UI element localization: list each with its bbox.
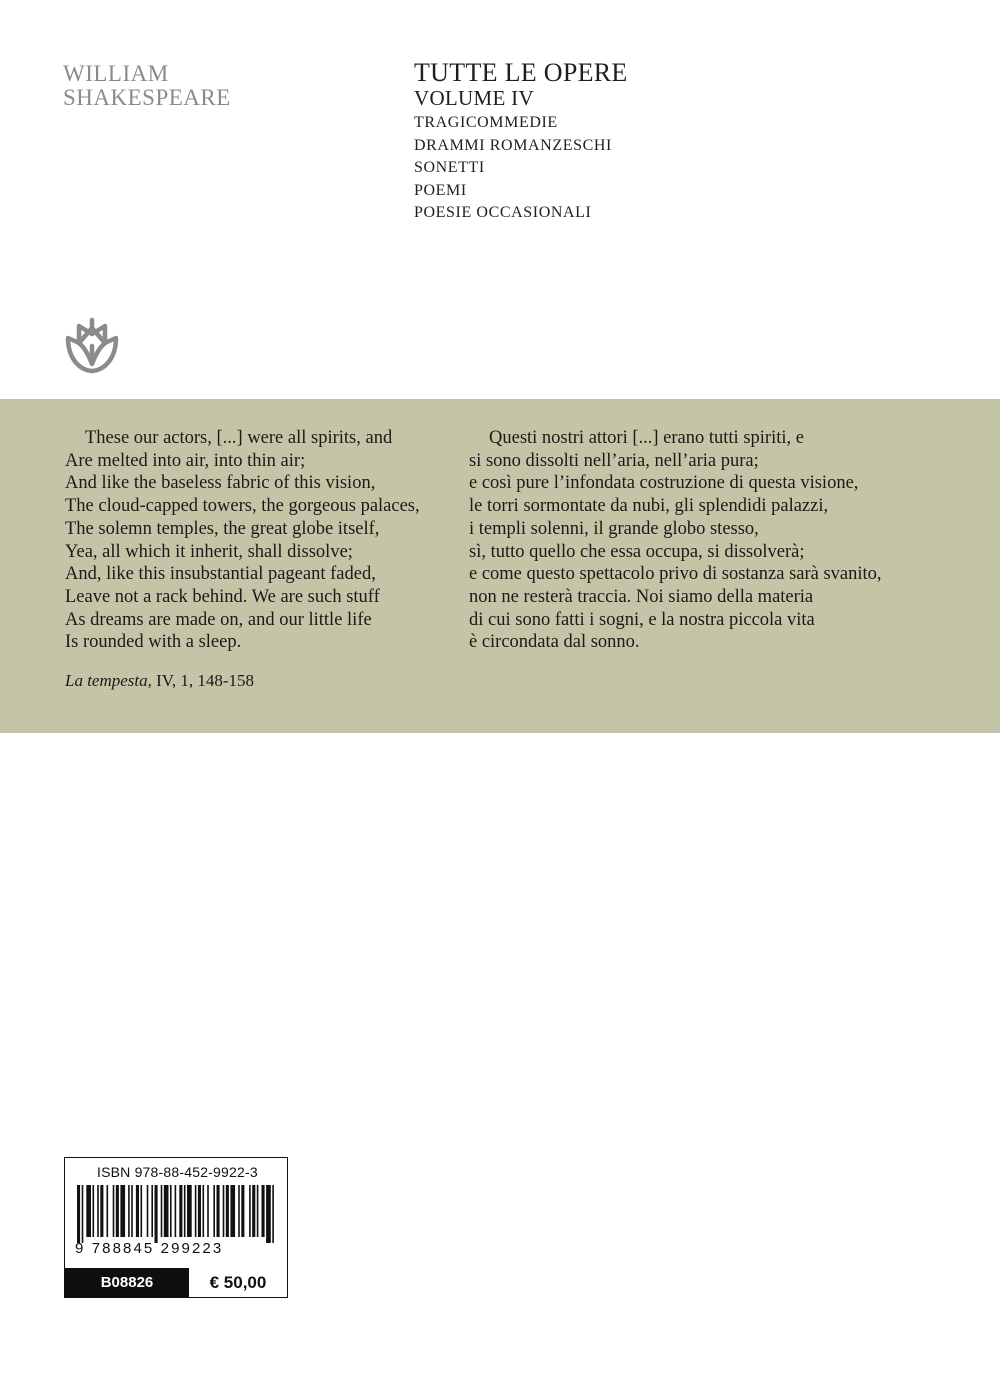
barcode-bar xyxy=(120,1185,125,1237)
quote-line: As dreams are made on, and our little life xyxy=(65,609,372,630)
barcode-bar xyxy=(187,1185,192,1237)
barcode-bar xyxy=(195,1185,197,1237)
barcode-bar xyxy=(217,1185,220,1237)
italian-quote xyxy=(469,427,882,654)
english-quote xyxy=(65,427,420,654)
quote-line: Leave not a rack behind. We are such stuff xyxy=(65,586,380,607)
barcode-bar xyxy=(230,1185,235,1237)
quote-line: The cloud-capped towers, the gorgeous palaces, xyxy=(65,496,420,517)
quote-line: di cui sono fatti i sogni, e la nostra piccola vita xyxy=(469,609,815,630)
barcode-bar xyxy=(93,1185,95,1237)
barcode-bar xyxy=(257,1185,259,1237)
section-item: TRAGICOMMEDIE xyxy=(414,114,558,131)
barcode-bar xyxy=(266,1185,271,1243)
quote-line: And like the baseless fabric of this vision, xyxy=(65,473,376,494)
quote-line: si sono dissolti nell’aria, nell’aria pura; xyxy=(469,450,759,471)
barcode-bar xyxy=(155,1185,158,1243)
quote-line: non ne resterà traccia. Noi siamo della materia xyxy=(469,586,814,607)
barcode-bar xyxy=(100,1185,103,1237)
quote-line: And, like this insubstantial pageant faded, xyxy=(65,564,376,585)
author-name xyxy=(63,62,231,110)
book-title: TUTTE LE OPERE xyxy=(414,58,628,87)
lotus-flower-logo-icon xyxy=(63,316,121,374)
isbn-label: ISBN 978-88-452-9922-3 xyxy=(97,1164,258,1180)
section-item: DRAMMI ROMANZESCHI xyxy=(414,136,612,154)
barcode-bar xyxy=(128,1185,130,1237)
citation-title: La tempesta, xyxy=(65,671,152,690)
barcode-bar xyxy=(198,1185,201,1237)
quote-line: è circondata dal sonno. xyxy=(469,632,640,653)
barcode-bar xyxy=(136,1185,139,1237)
quote-line: Yea, all which it inherit, shall dissolve; xyxy=(65,541,353,562)
quote-line: i templi solenni, il grande globo stesso, xyxy=(469,518,759,539)
section-item: SONETTI xyxy=(414,159,485,176)
barcode-bar xyxy=(151,1185,153,1237)
barcode-bar xyxy=(207,1185,209,1237)
barcode-bar xyxy=(179,1185,182,1237)
barcode-bar xyxy=(113,1185,115,1237)
barcode-bar xyxy=(238,1185,240,1237)
barcode-bar xyxy=(223,1185,225,1237)
section-item: POEMI xyxy=(414,181,467,199)
barcode-digits: 9 788845 299223 xyxy=(75,1240,224,1257)
barcode-bar xyxy=(249,1185,251,1237)
barcode-bar xyxy=(82,1185,84,1243)
barcode-bar xyxy=(161,1185,163,1237)
barcode-bar xyxy=(116,1185,119,1237)
barcode-box xyxy=(64,1157,288,1298)
author-last-name: SHAKESPEARE xyxy=(63,85,231,110)
barcode-bar xyxy=(170,1185,172,1237)
quote-line: Is rounded with a sleep. xyxy=(65,632,242,653)
quote-line: e così pure l’infondata costruzione di questa visione, xyxy=(469,473,859,494)
quote-line: le torri sormontate da nubi, gli splendidi palazzi, xyxy=(469,496,829,517)
section-item: POESIE OCCASIONALI xyxy=(414,204,592,221)
barcode-bar xyxy=(97,1185,99,1237)
barcode-bar xyxy=(262,1185,265,1237)
barcode-bar xyxy=(107,1185,109,1237)
quote-line: Are melted into air, into thin air; xyxy=(65,450,306,471)
code-price-row xyxy=(65,1268,287,1297)
works-block xyxy=(414,60,628,225)
quote-line: e come questo spettacolo privo di sostanza sarà svanito, xyxy=(469,564,882,585)
barcode-bar xyxy=(184,1185,186,1237)
barcode-bar xyxy=(226,1185,229,1237)
citation-reference: IV, 1, 148-158 xyxy=(151,671,255,690)
barcode-bar xyxy=(86,1185,91,1237)
barcode-bar xyxy=(141,1185,143,1237)
barcode-bar xyxy=(272,1185,274,1243)
barcode-bar xyxy=(77,1185,80,1243)
barcode-bar xyxy=(164,1185,169,1237)
barcode-bar xyxy=(241,1185,244,1237)
barcode-bar xyxy=(175,1185,177,1237)
price-label: € 50,00 xyxy=(189,1268,287,1297)
quote-line: Questi nostri attori [...] erano tutti spiriti, e xyxy=(489,428,804,448)
product-code: B08826 xyxy=(65,1268,189,1297)
barcode-bar xyxy=(147,1185,149,1237)
quote-line: sì, tutto quello che essa occupa, si dissolverà; xyxy=(469,541,805,562)
barcode-bar xyxy=(131,1185,133,1237)
barcode-bar xyxy=(213,1185,215,1237)
barcode-bars xyxy=(73,1185,279,1243)
volume-label: VOLUME IV xyxy=(414,86,534,110)
quote-line: The solemn temples, the great globe itself, xyxy=(65,518,380,539)
barcode-bar xyxy=(252,1185,255,1237)
barcode-bar xyxy=(203,1185,205,1237)
author-first-name: WILLIAM xyxy=(63,61,169,86)
quote-line: These our actors, [...] were all spirits, and xyxy=(85,428,393,448)
quote-citation xyxy=(65,671,254,691)
section-list xyxy=(414,112,628,225)
